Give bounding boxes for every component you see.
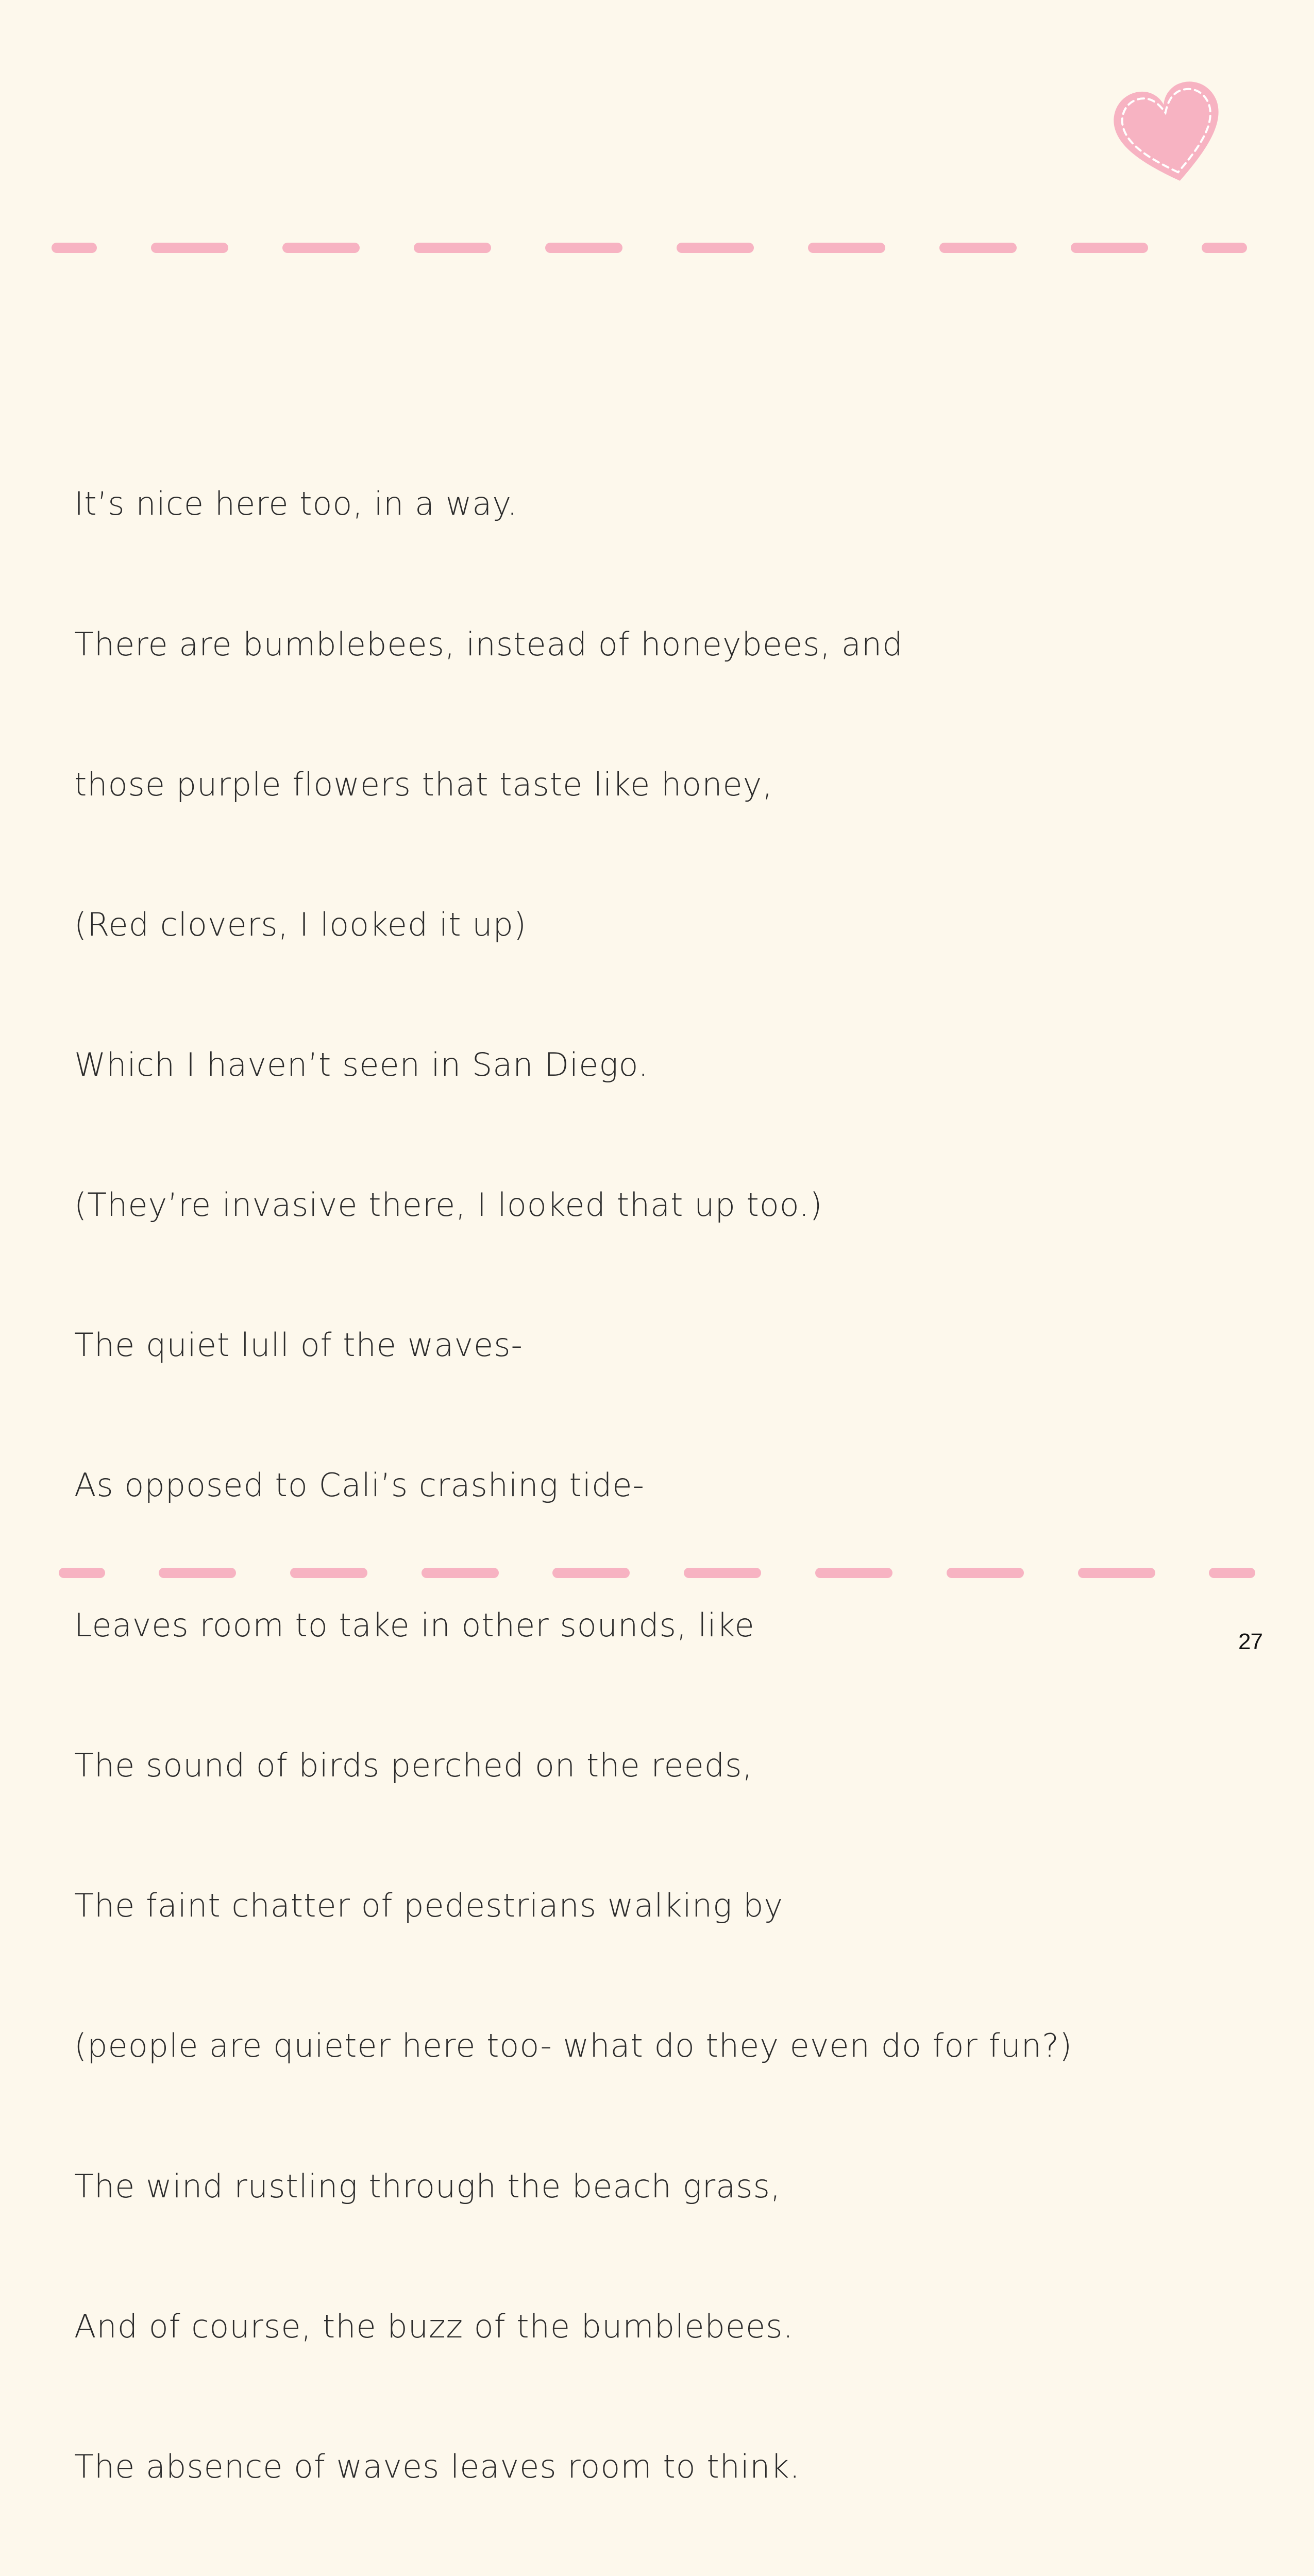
divider-dash xyxy=(290,1568,367,1578)
poem-line: It’s nice here too, in a way. xyxy=(74,485,518,523)
poem-line: The sound of birds perched on the reeds, xyxy=(74,1747,753,1785)
divider-dash xyxy=(1071,243,1148,253)
poem-line: The quiet lull of the waves- xyxy=(74,1326,523,1364)
divider-dash xyxy=(1209,1568,1255,1578)
page-number: 27 xyxy=(1238,1629,1262,1654)
divider-dash xyxy=(808,243,885,253)
divider-dash xyxy=(947,1568,1024,1578)
top-dashed-divider xyxy=(52,243,1247,253)
divider-dash xyxy=(677,243,754,253)
divider-dash xyxy=(159,1568,236,1578)
divider-dash xyxy=(59,1568,105,1578)
poem-line: Which I haven’t seen in San Diego. xyxy=(74,1045,649,1083)
divider-dash xyxy=(1202,243,1247,253)
heart-icon xyxy=(1108,71,1232,195)
poem-line: those purple flowers that taste like honey, xyxy=(74,765,773,803)
poem-line: The faint chatter of pedestrians walking by xyxy=(74,1887,784,1925)
poem-line: (Red clovers, I looked it up) xyxy=(74,905,527,943)
poem-line: The absence of waves leaves room to think. xyxy=(74,2447,801,2485)
bottom-dashed-divider xyxy=(59,1568,1255,1578)
divider-dash xyxy=(151,243,228,253)
divider-dash xyxy=(684,1568,761,1578)
divider-dash xyxy=(414,243,491,253)
poem-line: (people are quieter here too- what do they even do for fun?) xyxy=(74,2027,1073,2065)
poem-line: As opposed to Cali’s crashing tide- xyxy=(74,1466,645,1504)
divider-dash xyxy=(815,1568,892,1578)
divider-dash xyxy=(545,243,622,253)
poem-line: There are bumblebees, instead of honeybees, and xyxy=(74,625,903,663)
poem-line: Leaves room to take in other sounds, like xyxy=(74,1606,755,1645)
poem-line: The wind rustling through the beach grass, xyxy=(74,2167,781,2205)
divider-dash xyxy=(552,1568,630,1578)
divider-dash xyxy=(422,1568,499,1578)
poem-line: And of course, the buzz of the bumblebees. xyxy=(74,2307,794,2345)
divider-dash xyxy=(282,243,360,253)
divider-dash xyxy=(52,243,97,253)
poem-line: (They’re invasive there, I looked that up too.) xyxy=(74,1185,823,1224)
divider-dash xyxy=(939,243,1017,253)
poem-text xyxy=(74,387,1249,2576)
divider-dash xyxy=(1078,1568,1155,1578)
